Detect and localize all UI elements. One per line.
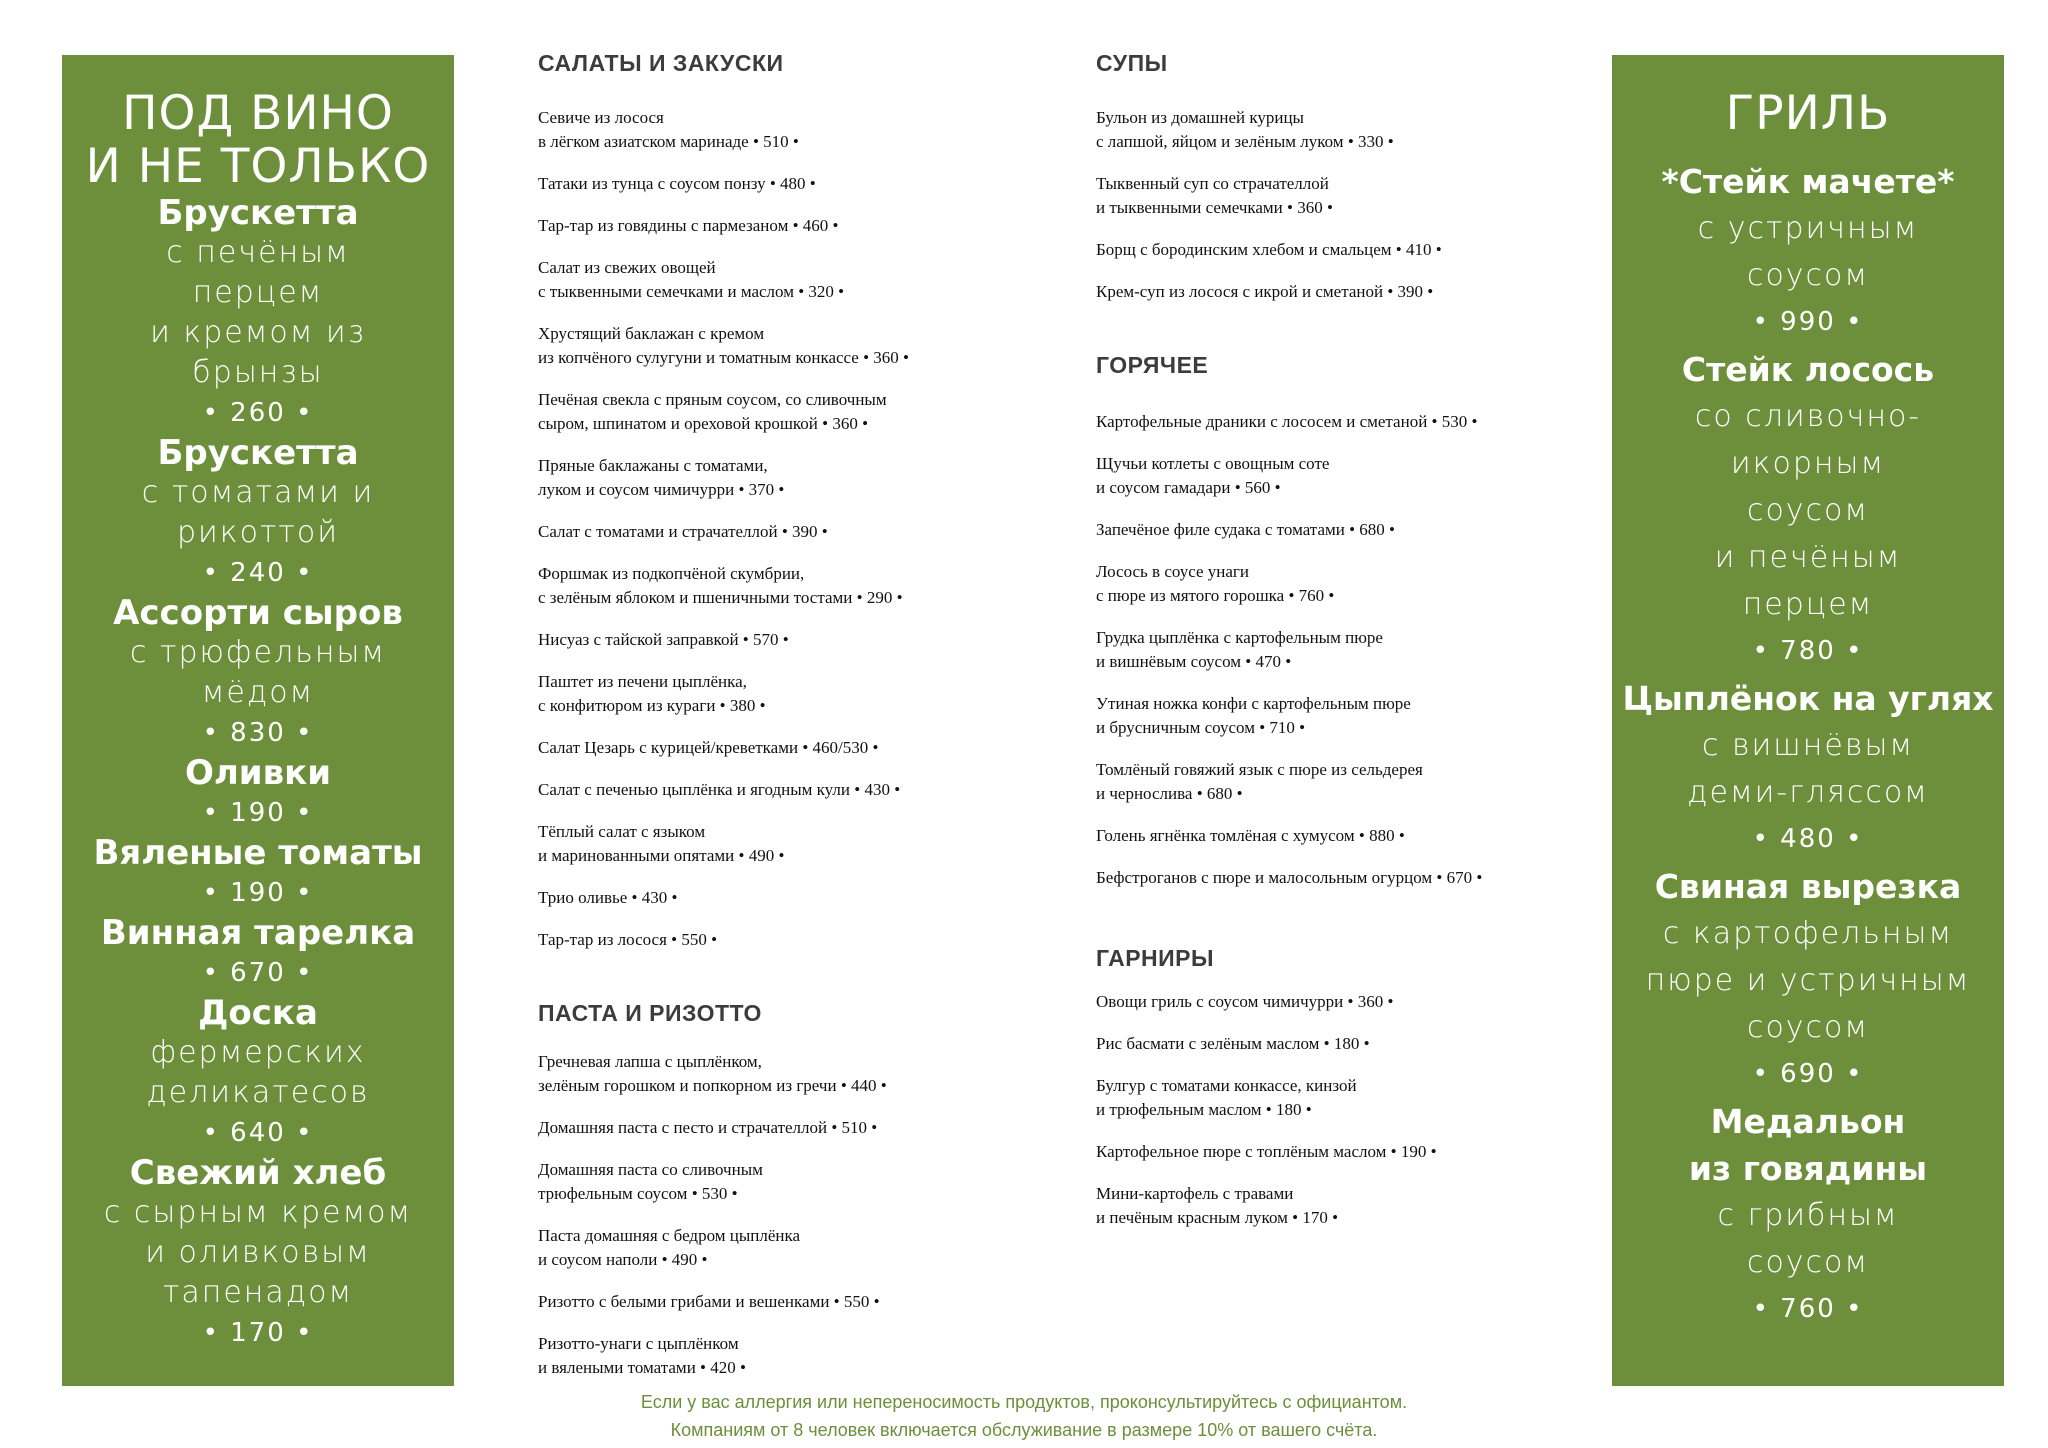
wine-snacks-panel [62,55,454,1386]
wine-snack-price: • 170 • [202,1318,314,1348]
grill-item [1612,863,2004,1098]
menu-item-line: трюфельным соусом • 530 • [538,1184,738,1203]
menu-item-salads [538,562,903,610]
grill-item-price: • 480 • [1752,824,1864,854]
menu-item-line: Форшмак из подкопчёной скумбрии, [538,564,805,583]
grill-title: ГРИЛЬ [1725,86,1891,141]
menu-item-hot [1096,824,1405,848]
wine-snack-price: • 640 • [202,1118,314,1148]
wine-snack-description: мёдом [201,675,315,710]
grill-item [1612,675,2004,863]
menu-item-soups [1096,280,1433,304]
wine-snack-description: деликатесов [146,1075,370,1110]
menu-item-line: Нисуаз с тайской заправкой • 570 • [538,630,789,649]
menu-item-sides [1096,1074,1357,1122]
menu-item-hot [1096,626,1383,674]
grill-item [1612,346,2004,675]
menu-item-line: Хрустящий баклажан с кремом [538,324,765,343]
menu-item-soups [1096,172,1333,220]
menu-item-salads [538,520,828,544]
menu-item-line: Борщ с бородинским хлебом и смальцем • 410 • [1096,240,1442,259]
wine-snack-name: Доска [198,993,318,1033]
menu-item-line: Домашняя паста со сливочным [538,1160,763,1179]
wine-snacks-title [62,87,454,193]
menu-item-line: Тар-тар из лосося • 550 • [538,930,718,949]
grill-item-description: с устричным [1697,211,1919,246]
menu-item-line: и соусом наполи • 490 • [538,1250,708,1269]
menu-item-line: Пряные баклажаны с томатами, [538,456,768,475]
wine-snack-item [62,753,454,833]
menu-item-line: и тыквенными семечками • 360 • [1096,198,1333,217]
menu-item-line: Крем-суп из лосося с икрой и сметаной • 390 • [1096,282,1434,301]
menu-item-line: и брусничным соусом • 710 • [1096,718,1306,737]
grill-item-name: Медальон [1710,1102,1906,1141]
wine-snack-description: и оливковым [145,1235,371,1270]
menu-item-salads [538,820,784,868]
menu-item-line: Тыквенный суп со страчателлой [1096,174,1329,193]
wine-snack-item [62,993,454,1153]
menu-item-salads [538,256,844,304]
menu-item-pasta [538,1050,887,1098]
menu-item-line: Трио оливье • 430 • [538,888,678,907]
menu-item-pasta [538,1290,880,1314]
menu-item-salads [538,106,799,154]
menu-item-line: Мини-картофель с травами [1096,1184,1294,1203]
menu-item-salads [538,172,816,196]
wine-snack-description: фермерских [150,1035,366,1070]
menu-item-soups [1096,238,1442,262]
wine-snacks-title-line-2: И НЕ ТОЛЬКО [85,139,431,194]
grill-items [1612,158,2004,1333]
menu-item-line: и маринованными опятами • 490 • [538,846,785,865]
menu-item-line: и печёным красным луком • 170 • [1096,1208,1339,1227]
menu-item-line: Картофельные драники с лососем и сметаной • 530 • [1096,412,1478,431]
menu-item-line: Томлёный говяжий язык с пюре из сельдерея [1096,760,1423,779]
wine-snack-price: • 830 • [202,718,314,748]
menu-item-line: Картофельное пюре с топлёным маслом • 190 • [1096,1142,1437,1161]
grill-item-price: • 780 • [1752,636,1864,666]
menu-item-line: и чернослива • 680 • [1096,784,1243,803]
menu-item-line: из копчёного сулугуни и томатным конкассе • 360 • [538,348,909,367]
menu-item-salads [538,736,878,760]
menu-item-line: луком и соусом чимичурри • 370 • [538,480,785,499]
menu-item-line: Салат Цезарь с курицей/креветками • 460/530 • [538,738,879,757]
grill-item-name: из говядины [1688,1149,1928,1188]
grill-item-description: с грибным [1717,1198,1899,1233]
menu-item-line: Домашняя паста с песто и страчателлой • 510 • [538,1118,878,1137]
wine-snack-description: с печёным [166,235,350,270]
menu-item-line: Овощи гриль с соусом чимичурри • 360 • [1096,992,1394,1011]
wine-snack-price: • 670 • [202,958,314,988]
menu-item-line: Утиная ножка конфи с картофельным пюре [1096,694,1411,713]
grill-item-name: Стейк лосось [1681,350,1935,389]
menu-item-line: сыром, шпинатом и ореховой крошкой • 360 • [538,414,869,433]
menu-item-line: с лапшой, яйцом и зелёным луком • 330 • [1096,132,1394,151]
section-title-hot: ГОРЯЧЕЕ [1096,352,1209,378]
wine-snack-name: Ассорти сыров [113,593,403,633]
wine-snack-name: Оливки [184,753,332,793]
menu-item-line: и вишнёвым соусом • 470 • [1096,652,1292,671]
menu-item-salads [538,454,784,502]
menu-item-line: Паштет из печени цыплёнка, [538,672,747,691]
wine-snack-item [62,1153,454,1353]
section-title-sides: ГАРНИРЫ [1096,945,1215,971]
menu-item-line: Бефстроганов с пюре и малосольным огурцом • 670 • [1096,868,1483,887]
grill-item [1612,158,2004,346]
menu-item-hot [1096,758,1423,806]
wine-snack-description: перцем [192,275,324,310]
menu-item-sides [1096,1032,1370,1056]
grill-item-price: • 990 • [1752,307,1864,337]
menu-item-salads [538,628,789,652]
menu-item-line: в лёгком азиатском маринаде • 510 • [538,132,799,151]
menu-item-line: Гречневая лапша с цыплёнком, [538,1052,762,1071]
wine-snack-name: Брускетта [157,433,359,473]
section-title-pasta: ПАСТА И РИЗОТТО [538,1000,762,1026]
grill-item-description: с картофельным [1662,916,1954,951]
wine-snacks-title-line-1: ПОД ВИНО [122,86,394,141]
wine-snack-item [62,433,454,593]
menu-item-soups [1096,106,1394,154]
menu-item-sides [1096,1140,1437,1164]
wine-snack-description: с сырным кремом [103,1195,413,1230]
menu-item-line: Щучьи котлеты с овощным соте [1096,454,1330,473]
menu-item-salads [538,778,900,802]
menu-item-line: Бульон из домашней курицы [1096,108,1304,127]
wine-snack-price: • 240 • [202,558,314,588]
menu-item-line: с зелёным яблоком и пшеничными тостами • 290 • [538,588,903,607]
wine-snacks-items [62,193,454,1353]
menu-item-line: с конфитюром из кураги • 380 • [538,696,766,715]
menu-item-line: Салат из свежих овощей [538,258,716,277]
wine-snack-price: • 190 • [202,878,314,908]
section-title-salads: САЛАТЫ И ЗАКУСКИ [538,50,784,76]
menu-item-line: Печёная свекла с пряным соусом, со сливочным [538,390,887,409]
menu-item-line: Рис басмати с зелёным маслом • 180 • [1096,1034,1370,1053]
menu-item-salads [538,670,766,718]
menu-item-salads [538,886,677,910]
grill-panel [1612,55,2004,1386]
wine-snack-name: Брускетта [157,193,359,233]
grill-item-name: *Стейк мачете* [1661,162,1955,201]
wine-snack-item [62,593,454,753]
wine-snack-description: тапенадом [162,1275,354,1310]
wine-snack-description: с томатами и [141,475,375,510]
grill-item-description: деми-гляссом [1687,775,1929,810]
grill-item-description: икорным [1730,446,1886,481]
grill-item-description: соусом [1746,1010,1870,1045]
menu-item-sides [1096,990,1393,1014]
menu-item-line: зелёным горошком и попкорном из гречи • 440 • [538,1076,887,1095]
grill-item-description: пюре и устричным [1645,963,1971,998]
menu-item-hot [1096,410,1477,434]
menu-item-salads [538,928,717,952]
grill-item-description: и печёным [1714,540,1902,575]
grill-item-price: • 760 • [1752,1294,1864,1324]
menu-item-salads [538,322,909,370]
grill-item-description: со сливочно- [1694,399,1922,434]
grill-item-price: • 690 • [1752,1059,1864,1089]
menu-item-line: и трюфельным маслом • 180 • [1096,1100,1312,1119]
menu-item-line: Ризотто-унаги с цыплёнком [538,1334,739,1353]
menu-item-line: Салат с томатами и страчателлой • 390 • [538,522,828,541]
menu-item-pasta [538,1116,877,1140]
wine-snack-description: и кремом из [150,315,366,350]
wine-snack-item [62,833,454,913]
menu-item-line: Запечёное филе судака с томатами • 680 • [1096,520,1396,539]
menu-item-line: Севиче из лосося [538,108,664,127]
menu-item-line: с тыквенными семечками и маслом • 320 • [538,282,845,301]
wine-snack-price: • 260 • [202,398,314,428]
wine-snack-description: рикоттой [176,515,339,550]
wine-snack-price: • 190 • [202,798,314,828]
menu-item-line: Тёплый салат с языком [538,822,706,841]
menu-item-hot [1096,692,1411,740]
menu-item-hot [1096,518,1395,542]
menu-item-line: Голень ягнёнка томлёная с хумусом • 880 • [1096,826,1405,845]
grill-item [1612,1098,2004,1333]
menu-item-hot [1096,452,1329,500]
menu-item-line: Булгур с томатами конкассе, кинзой [1096,1076,1357,1095]
menu-item-line: Грудка цыплёнка с картофельным пюре [1096,628,1383,647]
menu-item-line: Ризотто с белыми грибами и вешенками • 550 • [538,1292,880,1311]
menu-item-hot [1096,560,1334,608]
menu-item-line: Лосось в соусе унаги [1096,562,1249,581]
wine-snack-name: Винная тарелка [100,913,416,953]
menu-item-line: Татаки из тунца с соусом понзу • 480 • [538,174,816,193]
menu-item-line: Паста домашняя с бедром цыплёнка [538,1226,801,1245]
grill-item-description: перцем [1742,587,1874,622]
wine-snack-item [62,193,454,433]
wine-snack-description: брынзы [192,355,324,390]
menu-item-salads [538,214,839,238]
service-charge-note: Компаниям от 8 человек включается обслуживание в размере 10% от вашего счёта. [670,1420,1378,1440]
allergy-note: Если у вас аллергия или непереносимость продуктов, проконсультируйтесь с официантом. [640,1392,1408,1412]
menu-item-line: Салат с печенью цыплёнка и ягодным кули • 430 • [538,780,901,799]
menu-item-line: и вялеными томатами • 420 • [538,1358,746,1377]
wine-snack-description: с трюфельным [129,635,387,670]
wine-snack-name: Вяленые томаты [93,833,423,873]
menu-item-line: и соусом гамадари • 560 • [1096,478,1281,497]
section-title-soups: СУПЫ [1096,50,1168,76]
menu-item-pasta [538,1224,800,1272]
menu-item-salads [538,388,887,436]
menu-item-line: с пюре из мятого горошка • 760 • [1096,586,1335,605]
grill-item-description: с вишнёвым [1701,728,1915,763]
grill-item-description: соусом [1746,258,1870,293]
wine-snack-name: Свежий хлеб [129,1153,387,1193]
grill-item-name: Цыплёнок на углях [1622,679,1994,718]
menu-item-line: Тар-тар из говядины с пармезаном • 460 • [538,216,839,235]
wine-snack-item [62,913,454,993]
grill-item-description: соусом [1746,493,1870,528]
grill-item-name: Свиная вырезка [1654,867,1962,906]
menu-item-pasta [538,1158,763,1206]
menu-item-hot [1096,866,1482,890]
menu-item-pasta [538,1332,746,1380]
menu-item-sides [1096,1182,1338,1230]
grill-item-description: соусом [1746,1245,1870,1280]
